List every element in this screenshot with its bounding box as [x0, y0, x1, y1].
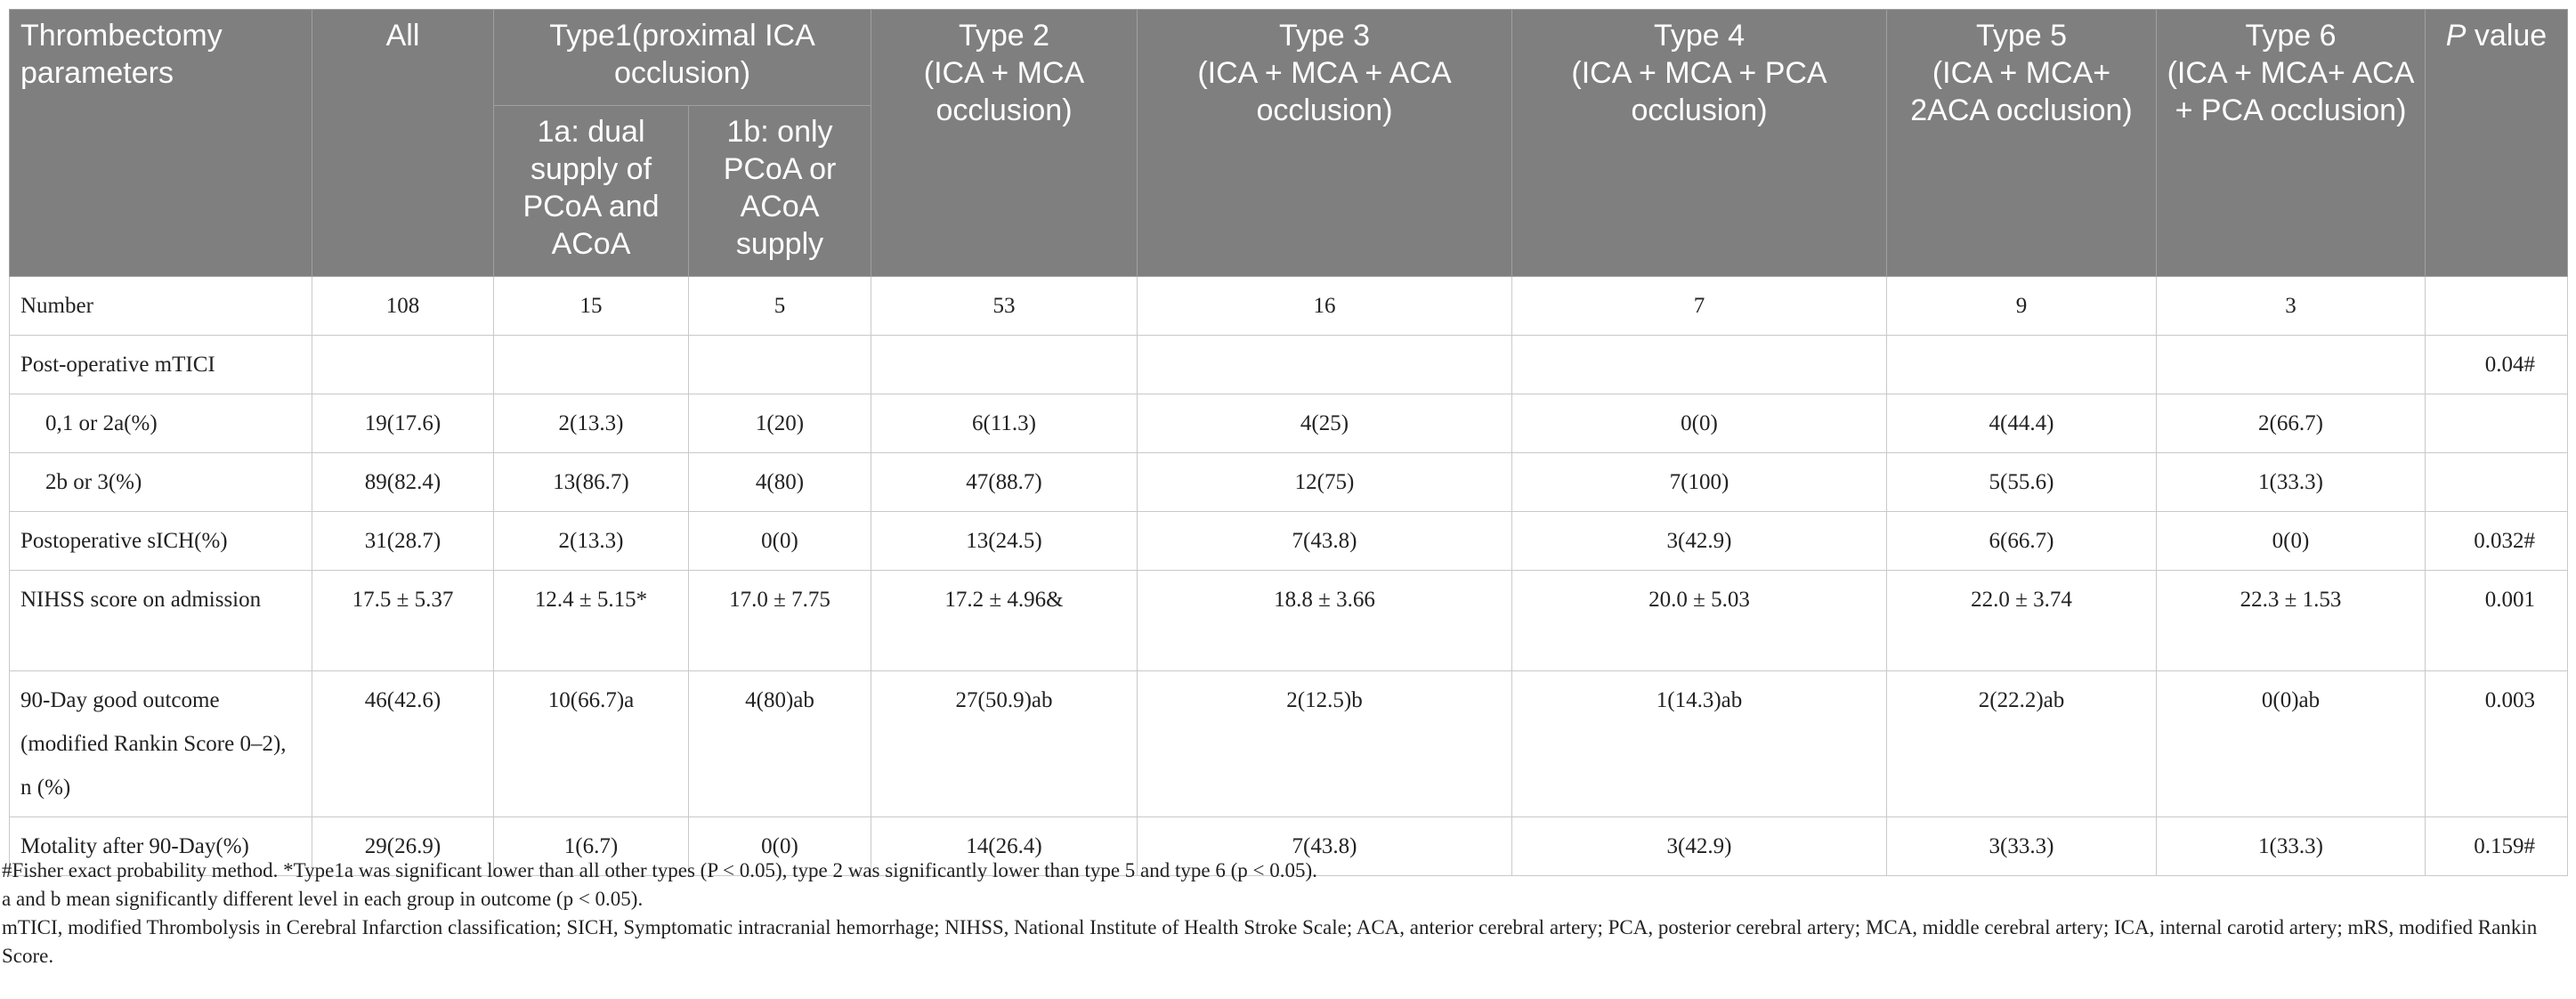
row-label: Number [10, 277, 312, 336]
table-cell: 5 [689, 277, 871, 336]
table-cell: 2(12.5)b [1138, 671, 1512, 817]
header-type6-title: Type 6 [2245, 19, 2337, 53]
table-cell: 29(26.9) [312, 817, 494, 876]
table-cell [871, 336, 1138, 394]
table-cell: 1(20) [689, 394, 871, 453]
p-value-cell [2426, 277, 2568, 336]
table-cell: 18.8 ± 3.66 [1138, 571, 1512, 671]
table-cell: 15 [494, 277, 689, 336]
table-cell: 53 [871, 277, 1138, 336]
footnote-3: mTICI, modified Thrombolysis in Cerebral Infarction classification; SICH, Symptomatic intracranial hemorrhage; NIHSS, National Institute of Health Stroke Scale; ACA, anterior cerebral artery; PCA, posterior cerebral artery; MCA, middle cerebral artery; ICA, internal carotid artery; mRS, modified Rankin Score. [2, 916, 2538, 967]
row-label: Motality after 90-Day(%) [10, 817, 312, 876]
table-cell: 2(13.3) [494, 394, 689, 453]
table-cell: 2(13.3) [494, 512, 689, 571]
table-cell: 1(6.7) [494, 817, 689, 876]
table-cell [494, 336, 689, 394]
header-p-value [2426, 10, 2568, 277]
table-cell: 12.4 ± 5.15* [494, 571, 689, 671]
p-value-cell [2426, 453, 2568, 512]
header-type3 [1138, 10, 1512, 277]
table-cell [2157, 336, 2426, 394]
table-cell: 3(42.9) [1512, 512, 1887, 571]
table-cell: 108 [312, 277, 494, 336]
row-label: Post-operative mTICI [10, 336, 312, 394]
p-value-cell [2426, 394, 2568, 453]
header-type1b: 1b: only PCoA or ACoA supply [689, 106, 871, 277]
header-p-italic: P [2445, 19, 2467, 53]
table-cell: 0(0) [689, 817, 871, 876]
p-value-cell: 0.001 [2426, 571, 2568, 671]
table-row [10, 571, 2568, 671]
table-cell: 13(86.7) [494, 453, 689, 512]
table-footnotes [2, 857, 2565, 971]
table-cell: 22.0 ± 3.74 [1887, 571, 2157, 671]
row-label: 2b or 3(%) [10, 453, 312, 512]
results-table [9, 9, 2568, 876]
table-row [10, 453, 2568, 512]
table-cell: 1(33.3) [2157, 817, 2426, 876]
header-p-rest: value [2466, 19, 2548, 53]
table-cell [689, 336, 871, 394]
table-cell: 0(0) [1512, 394, 1887, 453]
header-type6-sub: (ICA + MCA+ ACA + PCA occlusion) [2167, 56, 2415, 127]
p-value-cell: 0.159# [2426, 817, 2568, 876]
table-cell: 1(14.3)ab [1512, 671, 1887, 817]
table-cell: 20.0 ± 5.03 [1512, 571, 1887, 671]
table-cell: 4(80)ab [689, 671, 871, 817]
table-cell: 13(24.5) [871, 512, 1138, 571]
header-type3-sub: (ICA + MCA + ACA occlusion) [1197, 56, 1452, 127]
footnote-1: #Fisher exact probability method. *Type1a was significant lower than all other types (P < 0.05), type 2 was significantly lower than type 5 and type 6 (p < 0.05). [2, 859, 1317, 881]
header-type1a: 1a: dual supply of PCoA and ACoA [494, 106, 689, 277]
table-cell: 14(26.4) [871, 817, 1138, 876]
table-cell: 17.2 ± 4.96& [871, 571, 1138, 671]
table-cell: 17.5 ± 5.37 [312, 571, 494, 671]
table-cell: 17.0 ± 7.75 [689, 571, 871, 671]
header-type6 [2157, 10, 2426, 277]
table-row [10, 336, 2568, 394]
table-cell: 2(66.7) [2157, 394, 2426, 453]
p-value-cell: 0.003 [2426, 671, 2568, 817]
table-cell: 1(33.3) [2157, 453, 2426, 512]
table-cell: 27(50.9)ab [871, 671, 1138, 817]
table-cell: 31(28.7) [312, 512, 494, 571]
row-label: 0,1 or 2a(%) [10, 394, 312, 453]
table-cell [1887, 336, 2157, 394]
header-type2-title: Type 2 [958, 19, 1050, 53]
header-type4-title: Type 4 [1653, 19, 1746, 53]
table-row [10, 277, 2568, 336]
table-row [10, 671, 2568, 817]
table-cell: 0(0) [2157, 512, 2426, 571]
table-cell: 6(66.7) [1887, 512, 2157, 571]
table-cell: 3(33.3) [1887, 817, 2157, 876]
table-cell: 7(100) [1512, 453, 1887, 512]
table-cell: 7(43.8) [1138, 817, 1512, 876]
table-cell: 5(55.6) [1887, 453, 2157, 512]
header-type2 [871, 10, 1138, 277]
table-cell [1138, 336, 1512, 394]
table-cell: 4(25) [1138, 394, 1512, 453]
header-type4-sub: (ICA + MCA + PCA occlusion) [1571, 56, 1827, 127]
p-value-cell: 0.032# [2426, 512, 2568, 571]
table-row [10, 394, 2568, 453]
table-body [10, 277, 2568, 876]
header-type3-title: Type 3 [1278, 19, 1371, 53]
p-value-cell: 0.04# [2426, 336, 2568, 394]
header-type5-sub: (ICA + MCA+ 2ACA occlusion) [1910, 56, 2133, 127]
header-type4 [1512, 10, 1887, 277]
table-cell [1512, 336, 1887, 394]
table-cell: 0(0)ab [2157, 671, 2426, 817]
header-all: All [312, 10, 494, 277]
header-type5-title: Type 5 [1975, 19, 2068, 53]
table-cell: 2(22.2)ab [1887, 671, 2157, 817]
table-cell: 46(42.6) [312, 671, 494, 817]
table-cell: 3 [2157, 277, 2426, 336]
footnote-2: a and b mean significantly different level in each group in outcome (p < 0.05). [2, 888, 644, 910]
table-cell [312, 336, 494, 394]
table-cell: 6(11.3) [871, 394, 1138, 453]
header-parameters: Thrombectomy parameters [10, 10, 312, 277]
table-cell: 4(44.4) [1887, 394, 2157, 453]
table-cell: 10(66.7)a [494, 671, 689, 817]
table-row [10, 512, 2568, 571]
table-cell: 47(88.7) [871, 453, 1138, 512]
row-label: 90-Day good outcome (modified Rankin Score 0–2), n (%) [10, 671, 312, 817]
table-cell: 0(0) [689, 512, 871, 571]
header-type2-sub: (ICA + MCA occlusion) [923, 56, 1085, 127]
table-cell: 22.3 ± 1.53 [2157, 571, 2426, 671]
header-type5 [1887, 10, 2157, 277]
table-cell: 7 [1512, 277, 1887, 336]
table-header [10, 10, 2568, 277]
row-label: NIHSS score on admission [10, 571, 312, 671]
table-cell: 89(82.4) [312, 453, 494, 512]
table-cell: 12(75) [1138, 453, 1512, 512]
table-cell: 7(43.8) [1138, 512, 1512, 571]
row-label: Postoperative sICH(%) [10, 512, 312, 571]
header-type1: Type1(proximal ICA occlusion) [494, 10, 871, 106]
table-cell: 9 [1887, 277, 2157, 336]
table-cell: 4(80) [689, 453, 871, 512]
table-cell: 3(42.9) [1512, 817, 1887, 876]
table-cell: 19(17.6) [312, 394, 494, 453]
table-cell: 16 [1138, 277, 1512, 336]
